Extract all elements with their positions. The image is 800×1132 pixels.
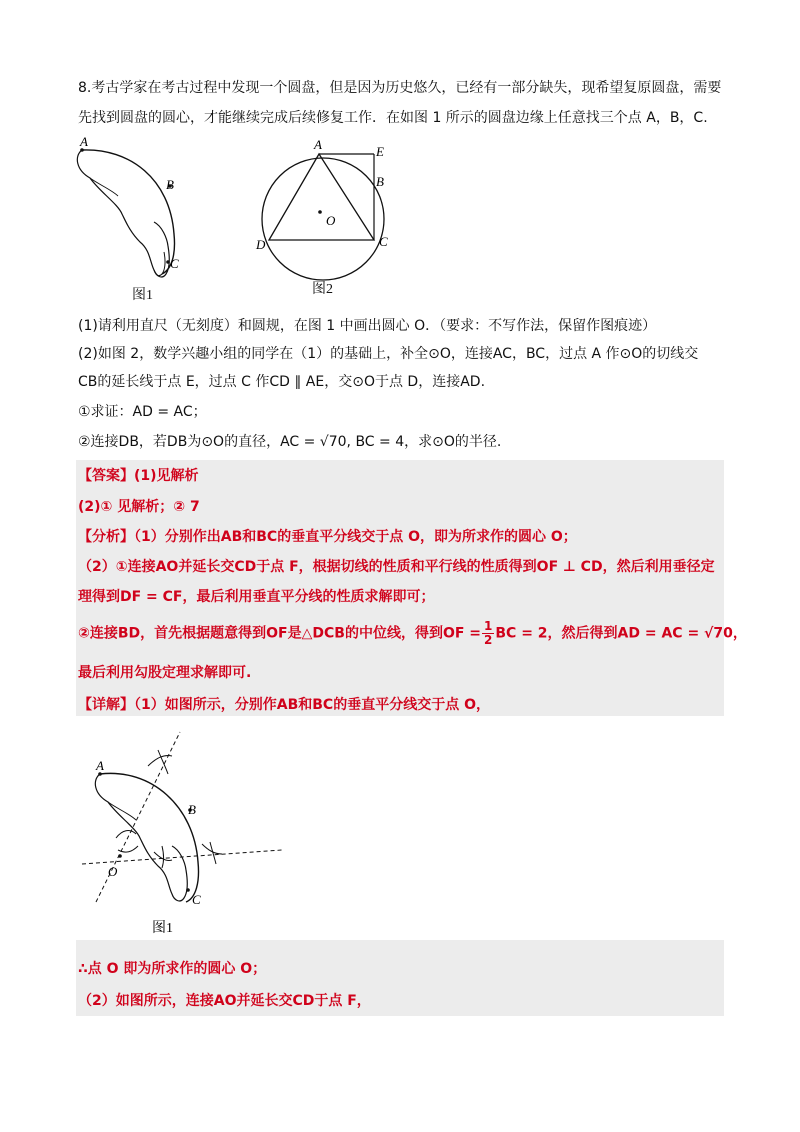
- answer-line-1: [78, 465, 199, 485]
- construction-figure: [76, 722, 288, 938]
- analysis-line-3: [78, 620, 747, 647]
- analysis-line-2a: （2）①连接AO并延长交CD于点 F，根据切线的性质和平行线的性质得到OF ⊥ CD，然后利用垂径定: [78, 559, 715, 575]
- sub-question-2b: CB的延长线于点 E，过点 C 作CD ∥ AE，交⊙O于点 D，连接AD.: [78, 374, 486, 390]
- question-part-1: ①求证：AD = AC；: [78, 404, 207, 420]
- label-C: C: [170, 256, 179, 271]
- therefore-line: ∴点 O 即为所求作的圆心 O；: [78, 961, 267, 977]
- detail-label: 【详解】: [78, 697, 134, 713]
- analysis-label: 【分析】: [78, 529, 134, 545]
- problem-line-2: 先找到圆盘的圆心，才能继续完成后续修复工作．在如图 1 所示的圆盘边缘上任意找三个点 A，B，C.: [78, 110, 708, 126]
- detail-1-text: （1）如图所示，分别作AB和BC的垂直平分线交于点 O，: [134, 697, 490, 713]
- sub-question-2a: (2)如图 2，数学兴趣小组的同学在（1）的基础上，补全⊙O，连接AC，BC，过点 A 作⊙O的切线交: [78, 346, 699, 362]
- question-part-2: ②连接DB，若DB为⊙O的直径，AC = √70, BC = 4，求⊙O的半径.: [78, 434, 502, 450]
- fraction-half: [482, 620, 494, 647]
- fraction-denominator: 2: [484, 633, 493, 647]
- label-B2: B: [376, 174, 384, 189]
- label-C2: C: [379, 234, 388, 249]
- label-A3: A: [96, 758, 104, 773]
- fig3-caption: 图1: [152, 921, 173, 936]
- analysis-1-text: （1）分别作出AB和BC的垂直平分线交于点 O，即为所求作的圆心 O；: [134, 529, 577, 545]
- problem-line-1: 8.考古学家在考古过程中发现一个圆盘，但是因为历史悠久，已经有一部分缺失，现希望复原圆盘，需要: [78, 80, 722, 96]
- detail-line-1: [78, 694, 490, 714]
- label-B3: B: [188, 802, 196, 817]
- label-O: O: [326, 213, 336, 228]
- analysis-3-post: BC = 2，然后得到AD = AC = √70，: [495, 625, 747, 642]
- label-O3: O: [108, 864, 118, 879]
- answer-line-2: (2)① 见解析；② 7: [78, 499, 200, 515]
- analysis-line-2b: 理得到DF = CF，最后利用垂直平分线的性质求解即可；: [78, 589, 435, 605]
- fig2-caption: 图2: [312, 282, 333, 297]
- analysis-line-1: [78, 526, 577, 546]
- figure-2: [248, 134, 398, 294]
- label-A2: A: [314, 137, 322, 152]
- answer-label: 【答案】: [78, 468, 134, 484]
- fraction-numerator: 1: [484, 619, 493, 633]
- label-A: A: [80, 134, 88, 149]
- label-E: E: [376, 144, 384, 159]
- sub-question-1: (1)请利用直尺（无刻度）和圆规，在图 1 中画出圆心 O．（要求：不写作法，保留作图痕迹）: [78, 318, 657, 334]
- label-B: B: [166, 177, 174, 192]
- answer-1-text: (1)见解析: [134, 468, 199, 484]
- label-D: D: [256, 237, 266, 252]
- detail-line-2: （2）如图所示，连接AO并延长交CD于点 F，: [78, 993, 371, 1009]
- figure-1: [70, 134, 210, 304]
- fig1-caption: 图1: [132, 288, 153, 303]
- analysis-line-4: 最后利用勾股定理求解即可.: [78, 665, 252, 681]
- label-C3: C: [192, 892, 201, 907]
- analysis-3-pre: ②连接BD，首先根据题意得到OF是△DCB的中位线，得到OF =: [78, 625, 482, 642]
